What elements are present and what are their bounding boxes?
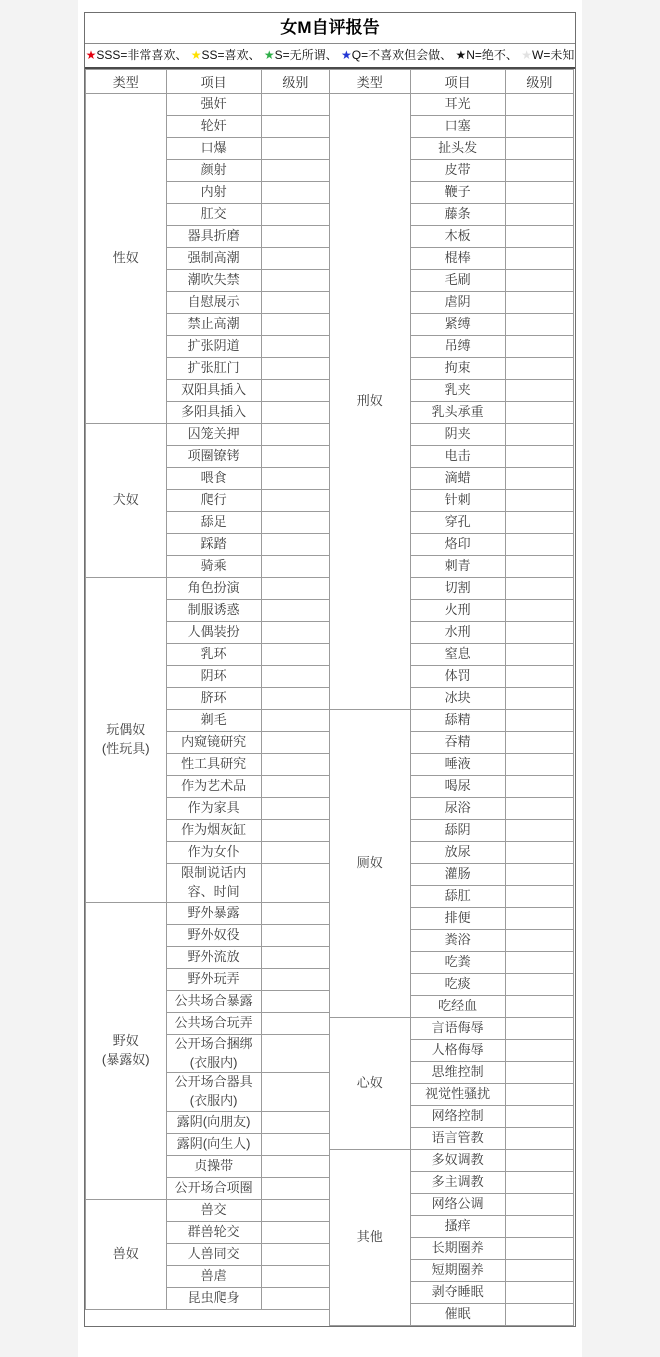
level-cell xyxy=(261,1200,329,1222)
star-icon: ★ xyxy=(521,48,533,62)
level-cell xyxy=(505,600,573,622)
item-cell: 群兽轮交 xyxy=(166,1222,261,1244)
item-cell: 语言管教 xyxy=(410,1128,505,1150)
level-cell xyxy=(261,1012,329,1034)
item-cell: 乳头承重 xyxy=(410,402,505,424)
level-cell xyxy=(505,622,573,644)
item-cell: 扯头发 xyxy=(410,138,505,160)
item-cell: 扩张阴道 xyxy=(166,336,261,358)
item-cell: 兽虐 xyxy=(166,1266,261,1288)
right-item-row xyxy=(330,94,574,116)
level-cell xyxy=(261,820,329,842)
level-cell xyxy=(505,842,573,864)
legend-item xyxy=(341,44,455,67)
item-cell: 肛交 xyxy=(166,204,261,226)
level-cell xyxy=(505,512,573,534)
item-cell: 公共场合玩弄 xyxy=(166,1012,261,1034)
category-cell xyxy=(86,1200,167,1310)
right-header-level: 级别 xyxy=(505,70,573,94)
legend-label: SS=喜欢、 xyxy=(201,48,264,62)
left-item-row xyxy=(86,424,330,446)
item-cell: 踩踏 xyxy=(166,534,261,556)
item-cell: 限制说话内容、时间 xyxy=(166,864,261,903)
level-cell xyxy=(505,1194,573,1216)
level-cell xyxy=(505,1260,573,1282)
level-cell xyxy=(261,534,329,556)
category-cell xyxy=(330,1150,411,1326)
item-cell: 公共场合暴露 xyxy=(166,990,261,1012)
report-title: 女M自评报告 xyxy=(85,13,575,44)
item-cell: 唾液 xyxy=(410,754,505,776)
item-cell: 公开场合项圈 xyxy=(166,1178,261,1200)
star-icon: ★ xyxy=(190,48,202,62)
category-label: 心奴 xyxy=(356,1075,383,1091)
level-cell xyxy=(261,1244,329,1266)
item-cell: 灌肠 xyxy=(410,864,505,886)
item-cell: 公开场合器具(衣服内) xyxy=(166,1073,261,1112)
level-cell xyxy=(261,688,329,710)
item-cell: 剥夺睡眠 xyxy=(410,1282,505,1304)
category-label: 性奴 xyxy=(112,250,139,266)
item-cell: 皮带 xyxy=(410,160,505,182)
item-cell: 烙印 xyxy=(410,534,505,556)
item-cell: 扩张肛门 xyxy=(166,358,261,380)
level-cell xyxy=(261,1134,329,1156)
level-cell xyxy=(505,358,573,380)
rating-legend xyxy=(85,44,575,69)
self-assessment-report xyxy=(84,12,576,1327)
level-cell xyxy=(505,314,573,336)
item-cell: 器具折磨 xyxy=(166,226,261,248)
item-cell: 电击 xyxy=(410,446,505,468)
report-table-right xyxy=(329,69,574,1326)
level-cell xyxy=(261,754,329,776)
level-cell xyxy=(261,1073,329,1112)
item-cell: 项圈镣铐 xyxy=(166,446,261,468)
legend-label: Q=不喜欢但会做、 xyxy=(351,48,456,62)
level-cell xyxy=(505,336,573,358)
item-cell: 耳光 xyxy=(410,94,505,116)
level-cell xyxy=(505,1062,573,1084)
legend-item xyxy=(86,44,191,67)
level-cell xyxy=(261,292,329,314)
item-cell: 吞精 xyxy=(410,732,505,754)
item-cell: 吊缚 xyxy=(410,336,505,358)
category-label: 野奴 xyxy=(112,1033,139,1049)
item-cell: 鞭子 xyxy=(410,182,505,204)
item-cell: 阴夹 xyxy=(410,424,505,446)
item-cell: 野外流放 xyxy=(166,946,261,968)
level-cell xyxy=(261,968,329,990)
item-cell: 作为烟灰缸 xyxy=(166,820,261,842)
star-icon: ★ xyxy=(455,48,467,62)
level-cell xyxy=(505,292,573,314)
item-cell: 颜射 xyxy=(166,160,261,182)
item-cell: 内射 xyxy=(166,182,261,204)
level-cell xyxy=(261,578,329,600)
level-cell xyxy=(505,908,573,930)
level-cell xyxy=(261,776,329,798)
left-item-row xyxy=(86,94,330,116)
level-cell xyxy=(261,864,329,903)
legend-label: N=绝不、 xyxy=(466,48,522,62)
item-cell: 网络公调 xyxy=(410,1194,505,1216)
legend-label: S=无所谓、 xyxy=(274,48,342,62)
level-cell xyxy=(505,1084,573,1106)
level-cell xyxy=(505,886,573,908)
level-cell xyxy=(261,512,329,534)
item-cell: 人偶装扮 xyxy=(166,622,261,644)
level-cell xyxy=(505,270,573,292)
level-cell xyxy=(261,1266,329,1288)
item-cell: 舔足 xyxy=(166,512,261,534)
level-cell xyxy=(261,226,329,248)
legend-item xyxy=(264,44,341,67)
item-cell: 囚笼关押 xyxy=(166,424,261,446)
level-cell xyxy=(505,402,573,424)
level-cell xyxy=(261,644,329,666)
item-cell: 排便 xyxy=(410,908,505,930)
left-item-row xyxy=(86,578,330,600)
level-cell xyxy=(505,534,573,556)
level-cell xyxy=(261,424,329,446)
item-cell: 体罚 xyxy=(410,666,505,688)
item-cell: 粪浴 xyxy=(410,930,505,952)
item-cell: 虐阴 xyxy=(410,292,505,314)
level-cell xyxy=(261,182,329,204)
item-cell: 兽交 xyxy=(166,1200,261,1222)
level-cell xyxy=(261,732,329,754)
level-cell xyxy=(505,94,573,116)
level-cell xyxy=(505,1216,573,1238)
level-cell xyxy=(505,1018,573,1040)
star-icon: ★ xyxy=(85,48,97,62)
item-cell: 露阴(向朋友) xyxy=(166,1112,261,1134)
item-cell: 吃粪 xyxy=(410,952,505,974)
star-icon: ★ xyxy=(263,48,275,62)
category-sublabel: (暴露奴) xyxy=(101,1051,150,1067)
item-cell: 多主调教 xyxy=(410,1172,505,1194)
legend-label: SSS=非常喜欢、 xyxy=(96,48,191,62)
category-label: 刑奴 xyxy=(356,393,383,409)
item-cell: 制服诱惑 xyxy=(166,600,261,622)
item-cell: 双阳具插入 xyxy=(166,380,261,402)
level-cell xyxy=(261,446,329,468)
item-cell: 野外奴役 xyxy=(166,924,261,946)
item-cell: 人格侮辱 xyxy=(410,1040,505,1062)
left-item-row xyxy=(86,1200,330,1222)
item-cell: 放尿 xyxy=(410,842,505,864)
level-cell xyxy=(261,248,329,270)
item-cell: 水刑 xyxy=(410,622,505,644)
level-cell xyxy=(261,314,329,336)
item-cell: 作为艺术品 xyxy=(166,776,261,798)
item-cell: 强制高潮 xyxy=(166,248,261,270)
level-cell xyxy=(505,1106,573,1128)
level-cell xyxy=(505,864,573,886)
document-sheet xyxy=(78,0,582,1357)
item-cell: 紧缚 xyxy=(410,314,505,336)
legend-item xyxy=(455,44,521,67)
category-cell xyxy=(86,902,167,1199)
item-cell: 内窥镜研究 xyxy=(166,732,261,754)
level-cell xyxy=(505,138,573,160)
category-cell xyxy=(330,710,411,1018)
level-cell xyxy=(505,490,573,512)
item-cell: 拘束 xyxy=(410,358,505,380)
level-cell xyxy=(505,644,573,666)
item-cell: 切割 xyxy=(410,578,505,600)
right-item-row xyxy=(330,710,574,732)
level-cell xyxy=(261,138,329,160)
level-cell xyxy=(505,182,573,204)
item-cell: 强奸 xyxy=(166,94,261,116)
level-cell xyxy=(261,1034,329,1073)
item-cell: 口爆 xyxy=(166,138,261,160)
level-cell xyxy=(261,666,329,688)
legend-item xyxy=(191,44,264,67)
item-cell: 乳环 xyxy=(166,644,261,666)
level-cell xyxy=(505,1282,573,1304)
level-cell xyxy=(505,666,573,688)
right-header-type: 类型 xyxy=(330,70,411,94)
level-cell xyxy=(505,1238,573,1260)
category-cell xyxy=(86,424,167,578)
level-cell xyxy=(261,1178,329,1200)
level-cell xyxy=(505,248,573,270)
category-label: 兽奴 xyxy=(112,1246,139,1262)
item-cell: 爬行 xyxy=(166,490,261,512)
level-cell xyxy=(505,688,573,710)
left-table xyxy=(85,69,330,1310)
level-cell xyxy=(261,358,329,380)
item-cell: 言语侮辱 xyxy=(410,1018,505,1040)
left-table-body xyxy=(86,94,330,1310)
item-cell: 昆虫爬身 xyxy=(166,1288,261,1310)
item-cell: 野外玩弄 xyxy=(166,968,261,990)
level-cell xyxy=(505,996,573,1018)
item-cell: 脐环 xyxy=(166,688,261,710)
level-cell xyxy=(261,1222,329,1244)
level-cell xyxy=(505,710,573,732)
category-label: 犬奴 xyxy=(112,492,139,508)
level-cell xyxy=(505,204,573,226)
item-cell: 木板 xyxy=(410,226,505,248)
level-cell xyxy=(505,974,573,996)
level-cell xyxy=(505,116,573,138)
level-cell xyxy=(505,776,573,798)
item-cell: 作为女仆 xyxy=(166,842,261,864)
item-cell: 角色扮演 xyxy=(166,578,261,600)
level-cell xyxy=(261,842,329,864)
right-header-item: 项目 xyxy=(410,70,505,94)
item-cell: 禁止高潮 xyxy=(166,314,261,336)
level-cell xyxy=(261,1156,329,1178)
category-cell xyxy=(330,94,411,710)
item-cell: 剃毛 xyxy=(166,710,261,732)
level-cell xyxy=(505,820,573,842)
category-label: 玩偶奴 xyxy=(106,722,146,737)
category-cell xyxy=(86,578,167,903)
level-cell xyxy=(505,446,573,468)
level-cell xyxy=(261,490,329,512)
level-cell xyxy=(505,732,573,754)
level-cell xyxy=(505,930,573,952)
level-cell xyxy=(505,556,573,578)
item-cell: 窒息 xyxy=(410,644,505,666)
item-cell: 口塞 xyxy=(410,116,505,138)
item-cell: 火刑 xyxy=(410,600,505,622)
category-label: 其他 xyxy=(356,1229,383,1245)
right-header-row xyxy=(330,70,574,94)
right-item-row xyxy=(330,1150,574,1172)
level-cell xyxy=(505,1172,573,1194)
level-cell xyxy=(505,1150,573,1172)
right-item-row xyxy=(330,1018,574,1040)
item-cell: 催眠 xyxy=(410,1304,505,1326)
left-header-level: 级别 xyxy=(261,70,329,94)
left-header-type: 类型 xyxy=(86,70,167,94)
item-cell: 毛刷 xyxy=(410,270,505,292)
level-cell xyxy=(261,600,329,622)
right-table-body xyxy=(330,94,574,1326)
level-cell xyxy=(261,710,329,732)
level-cell xyxy=(505,424,573,446)
level-cell xyxy=(261,94,329,116)
category-label: 厕奴 xyxy=(356,855,383,871)
level-cell xyxy=(261,402,329,424)
report-table-left xyxy=(85,69,330,1326)
level-cell xyxy=(261,902,329,924)
item-cell: 潮吹失禁 xyxy=(166,270,261,292)
level-cell xyxy=(261,380,329,402)
item-cell: 多奴调教 xyxy=(410,1150,505,1172)
level-cell xyxy=(261,622,329,644)
level-cell xyxy=(505,380,573,402)
item-cell: 视觉性骚扰 xyxy=(410,1084,505,1106)
item-cell: 乳夹 xyxy=(410,380,505,402)
level-cell xyxy=(505,226,573,248)
item-cell: 作为家具 xyxy=(166,798,261,820)
level-cell xyxy=(261,1288,329,1310)
item-cell: 人兽同交 xyxy=(166,1244,261,1266)
item-cell: 贞操带 xyxy=(166,1156,261,1178)
item-cell: 野外暴露 xyxy=(166,902,261,924)
level-cell xyxy=(261,556,329,578)
category-cell xyxy=(86,94,167,424)
item-cell: 露阴(向生人) xyxy=(166,1134,261,1156)
item-cell: 棍棒 xyxy=(410,248,505,270)
item-cell: 喝尿 xyxy=(410,776,505,798)
left-header-item: 项目 xyxy=(166,70,261,94)
level-cell xyxy=(261,270,329,292)
item-cell: 吃痰 xyxy=(410,974,505,996)
item-cell: 藤条 xyxy=(410,204,505,226)
item-cell: 骑乘 xyxy=(166,556,261,578)
level-cell xyxy=(261,160,329,182)
report-tables xyxy=(85,69,575,1326)
level-cell xyxy=(261,116,329,138)
level-cell xyxy=(261,946,329,968)
left-item-row xyxy=(86,902,330,924)
category-sublabel: (性玩具) xyxy=(101,740,150,756)
item-cell: 性工具研究 xyxy=(166,754,261,776)
legend-item xyxy=(521,44,574,67)
item-cell: 冰块 xyxy=(410,688,505,710)
item-cell: 思维控制 xyxy=(410,1062,505,1084)
item-cell: 舔精 xyxy=(410,710,505,732)
level-cell xyxy=(505,952,573,974)
level-cell xyxy=(261,336,329,358)
level-cell xyxy=(505,578,573,600)
item-cell: 短期圈养 xyxy=(410,1260,505,1282)
item-cell: 搔痒 xyxy=(410,1216,505,1238)
item-cell: 舔肛 xyxy=(410,886,505,908)
level-cell xyxy=(505,468,573,490)
left-header-row xyxy=(86,70,330,94)
item-cell: 喂食 xyxy=(166,468,261,490)
item-cell: 阴环 xyxy=(166,666,261,688)
item-cell: 网络控制 xyxy=(410,1106,505,1128)
level-cell xyxy=(505,1040,573,1062)
item-cell: 吃经血 xyxy=(410,996,505,1018)
level-cell xyxy=(261,204,329,226)
item-cell: 自慰展示 xyxy=(166,292,261,314)
item-cell: 尿浴 xyxy=(410,798,505,820)
category-cell xyxy=(330,1018,411,1150)
star-icon: ★ xyxy=(341,48,352,62)
level-cell xyxy=(505,1128,573,1150)
level-cell xyxy=(261,1112,329,1134)
level-cell xyxy=(505,1304,573,1326)
level-cell xyxy=(261,468,329,490)
item-cell: 穿孔 xyxy=(410,512,505,534)
item-cell: 轮奸 xyxy=(166,116,261,138)
item-cell: 滴蜡 xyxy=(410,468,505,490)
right-table xyxy=(329,69,574,1326)
item-cell: 针刺 xyxy=(410,490,505,512)
level-cell xyxy=(505,160,573,182)
item-cell: 刺青 xyxy=(410,556,505,578)
item-cell: 多阳具插入 xyxy=(166,402,261,424)
legend-label: W=未知 xyxy=(532,48,575,62)
level-cell xyxy=(261,990,329,1012)
item-cell: 舔阴 xyxy=(410,820,505,842)
level-cell xyxy=(261,924,329,946)
item-cell: 长期圈养 xyxy=(410,1238,505,1260)
level-cell xyxy=(505,754,573,776)
item-cell: 公开场合捆绑(衣服内) xyxy=(166,1034,261,1073)
level-cell xyxy=(261,798,329,820)
level-cell xyxy=(505,798,573,820)
